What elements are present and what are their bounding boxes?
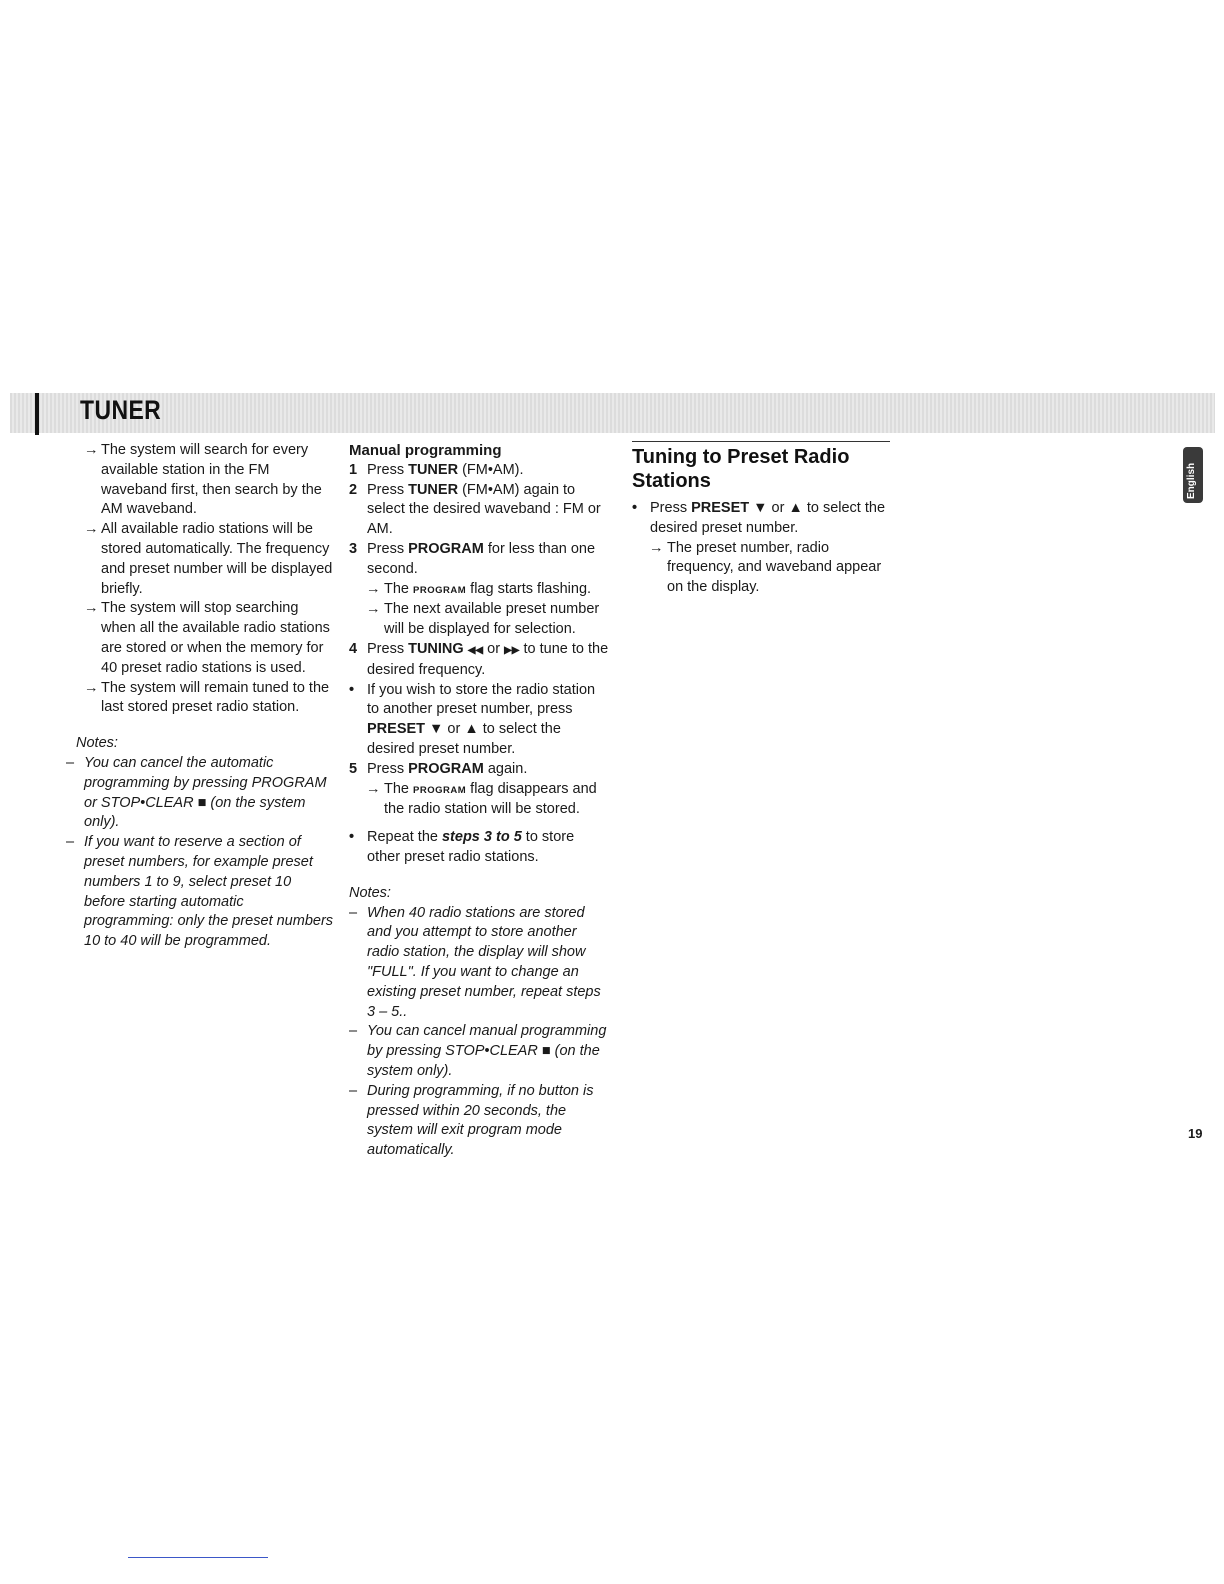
section-header-band — [10, 393, 1215, 433]
bullet-item: • If you wish to store the radio station to another preset number, press PRESET ▼ or ▲ to select the desired preset number. — [349, 681, 596, 757]
section-title: TUNER — [80, 395, 162, 425]
dash-marker: – — [66, 754, 75, 771]
step-1: 1 Press TUNER (FM•AM). — [349, 461, 524, 478]
list-item: → All available radio stations will be stored automatically. The frequency and preset number will be displayed briefly. — [84, 521, 333, 597]
note-item: – During programming, if no button is pressed within 20 seconds, the system will exit program mode automatically. — [349, 1082, 594, 1159]
bullet-marker: • — [349, 681, 355, 698]
arrow-right-icon: → — [84, 521, 99, 538]
list-item: → The system will stop searching when all the available radio stations are stored or when the memory for 40 preset radio stations is used. — [84, 600, 330, 676]
bullet-marker: • — [632, 500, 638, 516]
note-item: – You can cancel manual programming by pressing STOP•CLEAR ■ (on the system only). — [349, 1023, 607, 1079]
step-3: 3 Press PROGRAM for less than one second. — [349, 540, 596, 577]
dash-marker: – — [66, 834, 75, 851]
program-flag: PROGRAM — [413, 784, 467, 796]
arrow-right-icon: → — [366, 601, 381, 618]
note-item: – You can cancel the automatic programming by pressing PROGRAM or STOP•CLEAR ■ (on the system only). — [66, 754, 327, 831]
preset-stations-heading: Tuning to Preset Radio Stations — [632, 441, 890, 493]
fast-forward-icon: ▶▶ — [504, 644, 520, 656]
note-item: – If you want to reserve a section of preset numbers, for example preset numbers 1 to 9, select preset 10 before starting automatic programming: only the preset numbers 10 to 40 will be programmed. — [66, 834, 334, 950]
program-flag: PROGRAM — [413, 584, 467, 596]
bullet-marker: • — [349, 829, 355, 846]
rewind-icon: ◀◀ — [467, 644, 484, 656]
header-bar-marker — [35, 393, 39, 435]
preset-result: → The preset number, radio frequency, and waveband appear on the display. — [649, 539, 882, 596]
list-item: → The system will search for every available station in the FM waveband first, then search by the AM waveband. — [84, 442, 322, 518]
arrow-right-icon: → — [84, 679, 99, 696]
step-3-result-1: → The PROGRAM flag starts flashing. — [349, 580, 611, 601]
dash-marker: – — [349, 1082, 358, 1099]
column-3 — [632, 441, 894, 598]
bullet-item: • Repeat the steps 3 to 5 to store other preset radio stations. — [349, 829, 575, 865]
arrow-right-icon: → — [84, 600, 99, 617]
bottom-rule — [128, 1557, 268, 1558]
bullet-item: • Press PRESET ▼ or ▲ to select the desired preset number. — [632, 500, 886, 536]
column-2 — [349, 441, 611, 1161]
step-4: 4 Press TUNING ◀◀ or ▶▶ to tune to the desired frequency. — [349, 640, 609, 678]
language-tab: English — [1183, 447, 1203, 503]
list-item: → The system will remain tuned to the last stored preset radio station. — [84, 679, 330, 716]
arrow-right-icon: → — [366, 780, 381, 797]
page-number: 19 — [1188, 1126, 1203, 1141]
notes-label: Notes: — [76, 735, 118, 752]
manual-programming-heading: Manual programming — [349, 442, 502, 459]
arrow-right-icon: → — [366, 580, 381, 597]
dash-marker: – — [349, 1023, 358, 1040]
notes-label: Notes: — [349, 884, 391, 901]
step-3-result-2: → The next available preset number will be displayed for selection. — [366, 601, 600, 638]
step-5: 5 Press PROGRAM again. — [349, 760, 528, 777]
dash-marker: – — [349, 904, 358, 921]
note-item: – When 40 radio stations are stored and you attempt to store another radio station, the display will show "FULL". If you want to change an existing preset number, repeat steps 3 – 5.. — [349, 904, 601, 1020]
column-1 — [66, 441, 336, 952]
arrow-right-icon: → — [84, 442, 99, 458]
step-5-result: → The PROGRAM flag disappears and the radio station will be stored. — [366, 780, 597, 818]
arrow-right-icon: → — [649, 539, 664, 556]
step-2: 2 Press TUNER (FM•AM) again to select the desired waveband : FM or AM. — [349, 481, 601, 538]
